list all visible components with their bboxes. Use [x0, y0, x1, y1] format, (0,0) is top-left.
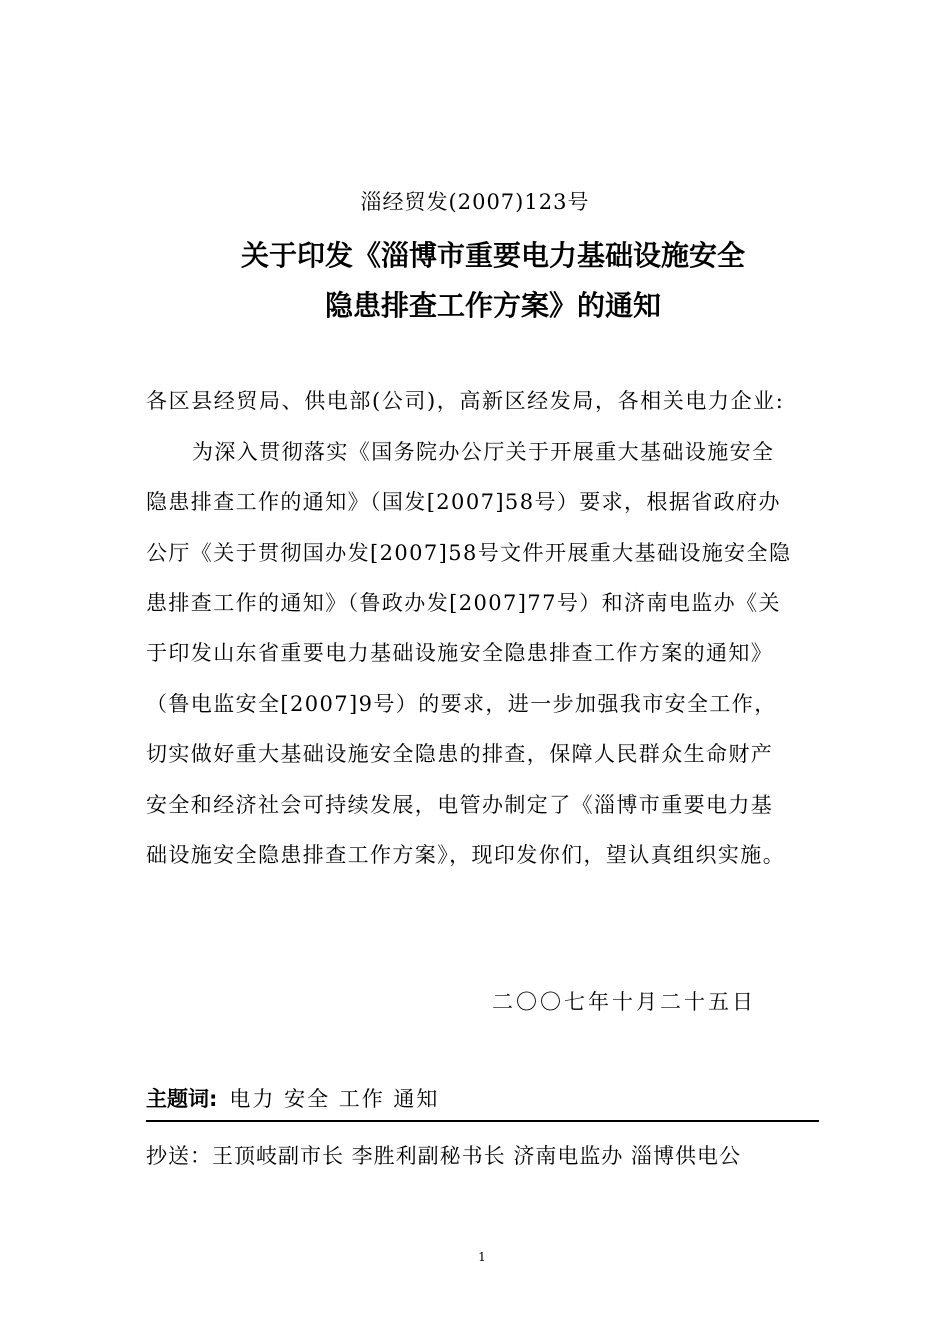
body-line-8: 安全和经济社会可持续发展，电管办制定了《淄博市重要电力基: [146, 793, 774, 817]
body-line-3: 公厅《关于贯彻国办发[2007]58号文件开展重大基础设施安全隐: [146, 541, 792, 565]
body-line-4: 患排查工作的通知》（鲁政办发[2007]77号）和济南电监办《关: [146, 591, 781, 615]
keywords-label: 主题词:: [146, 1087, 218, 1111]
keywords-values: 电力 安全 工作 通知: [229, 1087, 440, 1111]
body-line-7: 切实做好重大基础设施安全隐患的排查，保障人民群众生命财产: [146, 742, 774, 766]
salutation: 各区县经贸局、供电部(公司)，高新区经发局，各相关电力企业:: [146, 389, 785, 413]
body-line-5: 于印发山东省重要电力基础设施安全隐患排查工作方案的通知》: [146, 641, 774, 665]
body-line-6: （鲁电监安全[2007]9号）的要求，进一步加强我市安全工作，: [146, 692, 777, 716]
body-line-1: 为深入贯彻落实《国务院办公厅关于开展重大基础设施安全: [192, 440, 775, 464]
title-line-1: 关于印发《淄博市重要电力基础设施安全: [240, 239, 745, 272]
cc-line: 抄送：王顶岐副市长 李胜利副秘书长 济南电监办 淄博供电公: [146, 1144, 742, 1168]
issue-date: 二〇〇七年十月二十五日: [492, 990, 756, 1014]
body-line-2: 隐患排查工作的通知》（国发[2007]58号）要求，根据省政府办: [146, 490, 781, 514]
body-line-9: 础设施安全隐患排查工作方案》，现印发你们，望认真组织实施。: [146, 843, 786, 867]
title-line-2: 隐患排查工作方案》的通知: [324, 289, 661, 322]
divider-rule: [146, 1120, 819, 1122]
page-number: 1: [478, 1250, 486, 1264]
keywords: [146, 1083, 439, 1113]
document-number: 淄经贸发(2007)123号: [360, 190, 590, 214]
